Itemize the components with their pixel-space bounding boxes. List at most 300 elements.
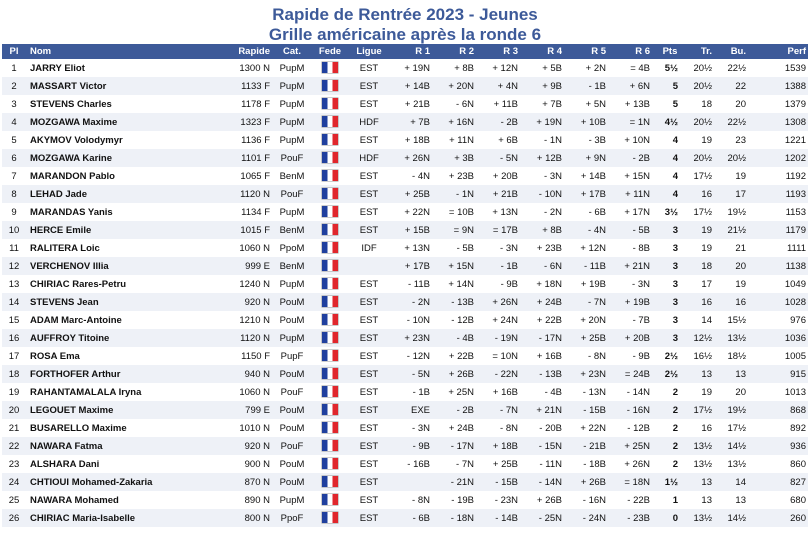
table-row [2, 95, 808, 113]
cell-performance: 976 [790, 314, 806, 326]
cell-category: PupM [279, 116, 305, 128]
cell-league: EST [359, 134, 379, 146]
cell-points: 4 [672, 170, 678, 182]
cell-round-5: - 24N [582, 512, 606, 524]
cell-league: EST [359, 440, 379, 452]
cell-points: 4½ [664, 116, 678, 128]
cell-points: 3 [672, 332, 678, 344]
cell-tiebreak-bu: 15½ [727, 314, 746, 326]
cell-round-1: - 11B [407, 278, 430, 290]
cell-federation [312, 113, 348, 131]
cell-tiebreak-tr: 17½ [693, 170, 712, 182]
cell-round-4: - 17N [538, 332, 562, 344]
cell-round-2: - 21N [450, 476, 474, 488]
cell-round-6: + 20B [624, 332, 650, 344]
cell-tiebreak-bu: 20 [735, 98, 746, 110]
france-flag-icon [322, 332, 338, 343]
cell-round-1: - 8N [412, 494, 430, 506]
cell-round-6: = 24B [624, 368, 650, 380]
cell-tiebreak-bu: 20 [735, 260, 746, 272]
cell-round-5: + 5N [585, 98, 606, 110]
header-bu: Bu. [730, 46, 746, 57]
cell-name: NAWARA Fatma [30, 440, 103, 452]
cell-round-5: - 13N [582, 386, 606, 398]
cell-category: PupM [279, 494, 305, 506]
cell-tiebreak-bu: 22½ [727, 62, 746, 74]
cell-round-6: = 4B [630, 62, 650, 74]
cell-round-3: - 2B [500, 116, 518, 128]
cell-round-2: + 15N [448, 260, 474, 272]
cell-round-4: - 25N [538, 512, 562, 524]
cell-round-2: + 3B [454, 152, 474, 164]
cell-round-5: - 1B [588, 80, 606, 92]
cell-performance: 1005 [784, 350, 806, 362]
cell-round-6: + 25N [624, 440, 650, 452]
cell-round-2: + 8B [454, 62, 474, 74]
cell-league: EST [359, 458, 379, 470]
cell-tiebreak-bu: 21 [735, 242, 746, 254]
cell-round-2: + 24B [448, 422, 474, 434]
cell-round-2: + 20N [448, 80, 474, 92]
cell-round-1: - 10N [406, 314, 430, 326]
cell-category: PouM [279, 458, 305, 470]
cell-round-4: - 20B [539, 422, 562, 434]
cell-round-5: - 8N [588, 350, 606, 362]
cell-rating: 1120 N [240, 188, 270, 200]
cell-points: 1½ [664, 476, 678, 488]
cell-round-4: + 8B [542, 224, 562, 236]
cell-round-5: - 6B [588, 206, 606, 218]
cell-points: 4 [672, 134, 678, 146]
cell-round-4: + 21N [536, 404, 562, 416]
header-r1: R 1 [415, 46, 430, 57]
table-row [2, 77, 808, 95]
cell-league: EST [359, 350, 379, 362]
cell-tiebreak-bu: 19½ [727, 404, 746, 416]
france-flag-icon [322, 278, 338, 289]
cell-round-5: - 7N [588, 296, 606, 308]
france-flag-icon [322, 260, 338, 271]
cell-round-2: - 2B [456, 404, 474, 416]
cell-round-5: - 3B [588, 134, 606, 146]
cell-name: VERCHENOV Illia [30, 260, 109, 272]
cell-round-6: + 13B [624, 98, 650, 110]
header-perf: Perf [787, 46, 806, 57]
cell-round-4: - 4B [544, 386, 562, 398]
cell-category: PouF [280, 188, 304, 200]
cell-name: AUFFROY Titoine [30, 332, 110, 344]
cell-round-5: - 16N [582, 494, 606, 506]
cell-round-1: + 26N [404, 152, 430, 164]
header-rapide: Rapide [238, 46, 270, 57]
cell-category: PupM [279, 80, 305, 92]
cell-round-3: + 21B [492, 188, 518, 200]
cell-league: EST [359, 512, 379, 524]
header-nom: Nom [30, 46, 52, 57]
cell-points: 2 [672, 440, 678, 452]
cell-points: 5½ [664, 62, 678, 74]
cell-federation [312, 203, 348, 221]
cell-place: 13 [8, 278, 20, 290]
cell-rating: 999 E [245, 260, 270, 272]
cell-name: LEHAD Jade [30, 188, 88, 200]
table-row [2, 311, 808, 329]
cell-round-3: + 13N [492, 206, 518, 218]
france-flag-icon [322, 476, 338, 487]
cell-place: 22 [8, 440, 20, 452]
france-flag-icon [322, 494, 338, 505]
cell-category: PouM [279, 476, 305, 488]
cell-round-3: + 20B [492, 170, 518, 182]
cell-league: EST [359, 62, 379, 74]
cell-round-1: - 2N [412, 296, 430, 308]
cell-rating: 920 N [244, 440, 270, 452]
france-flag-icon [322, 458, 338, 469]
cell-name: CHIRIAC Rares-Petru [30, 278, 127, 290]
cell-round-6: + 10N [624, 134, 650, 146]
cell-place: 26 [8, 512, 20, 524]
cell-league: HDF [359, 152, 379, 164]
cell-round-4: - 3N [544, 170, 562, 182]
cell-round-5: + 26B [580, 476, 606, 488]
cell-place: 4 [11, 116, 17, 128]
france-flag-icon [322, 62, 338, 73]
cell-performance: 1221 [784, 134, 806, 146]
cell-name: MARANDON Pablo [30, 170, 115, 182]
cell-round-6: - 22B [627, 494, 650, 506]
cell-round-5: - 4N [588, 224, 606, 236]
cell-round-1: + 21B [404, 98, 430, 110]
table-row [2, 203, 808, 221]
cell-points: 3 [672, 314, 678, 326]
cell-round-4: - 14N [538, 476, 562, 488]
cell-round-1: - 9B [412, 440, 430, 452]
france-flag-icon [322, 98, 338, 109]
cell-round-4: + 26B [536, 494, 562, 506]
cell-place: 15 [8, 314, 20, 326]
cell-name: ROSA Ema [30, 350, 80, 362]
cell-league: EST [359, 332, 379, 344]
cell-federation [312, 257, 348, 275]
cell-round-2: - 4B [456, 332, 474, 344]
cell-federation [312, 239, 348, 257]
france-flag-icon [322, 134, 338, 145]
cell-points: 2 [672, 386, 678, 398]
cell-rating: 1178 F [241, 98, 270, 110]
cell-place: 17 [8, 350, 20, 362]
table-row [2, 167, 808, 185]
cell-tiebreak-tr: 18 [701, 260, 712, 272]
cell-name: NAWARA Mohamed [30, 494, 119, 506]
cell-tiebreak-tr: 16 [701, 188, 712, 200]
france-flag-icon [322, 512, 338, 523]
cell-points: 3½ [664, 206, 678, 218]
cell-place: 7 [11, 170, 17, 182]
cell-round-6: - 23B [627, 512, 650, 524]
cell-round-2: - 1N [456, 188, 474, 200]
cell-name: CHTIOUI Mohamed-Zakaria [30, 476, 153, 488]
cell-round-1: + 15B [404, 224, 430, 236]
cell-federation [312, 365, 348, 383]
cell-rating: 1300 N [239, 62, 270, 74]
cell-points: 1 [672, 494, 678, 506]
cell-round-1: - 3N [412, 422, 430, 434]
cell-category: PouM [279, 368, 305, 380]
cell-tiebreak-bu: 13½ [727, 332, 746, 344]
cell-performance: 1179 [785, 224, 806, 236]
cell-rating: 900 N [244, 458, 270, 470]
cell-round-3: + 4N [497, 80, 518, 92]
table-row [2, 131, 808, 149]
cell-league: EST [359, 80, 379, 92]
cell-round-1 [390, 473, 436, 491]
cell-performance: 1111 [786, 242, 806, 254]
cell-round-1: + 18B [404, 134, 430, 146]
cell-tiebreak-bu: 21½ [727, 224, 746, 236]
cell-tiebreak-bu: 18½ [727, 350, 746, 362]
cell-round-1: + 13N [404, 242, 430, 254]
cell-category: PouF [280, 152, 304, 164]
cell-place: 8 [11, 188, 17, 200]
cell-tiebreak-tr: 20½ [693, 152, 712, 164]
cell-federation [312, 437, 348, 455]
cell-league: EST [359, 314, 379, 326]
cell-round-5: + 23N [580, 368, 606, 380]
cell-name: JARRY Eliot [30, 62, 85, 74]
cell-performance: 1153 [785, 206, 806, 218]
cell-rating: 1060 N [239, 242, 270, 254]
cell-round-3: + 25B [492, 458, 518, 470]
cell-round-5: + 2N [585, 62, 606, 74]
cell-tiebreak-tr: 20½ [693, 80, 712, 92]
table-row [2, 401, 808, 419]
cell-round-4: - 13B [539, 368, 562, 380]
cell-rating: 1133 F [241, 80, 270, 92]
cell-place: 24 [8, 476, 20, 488]
cell-round-3: + 11B [493, 98, 518, 110]
cell-points: 3 [672, 224, 678, 236]
cell-round-3: - 8N [500, 422, 518, 434]
cell-name: FORTHOFER Arthur [30, 368, 121, 380]
cell-round-5: + 14B [580, 170, 606, 182]
cell-points: 4 [672, 152, 678, 164]
table-row [2, 347, 808, 365]
cell-federation [312, 185, 348, 203]
cell-rating: 870 N [244, 476, 270, 488]
header-tr: Tr. [700, 46, 712, 57]
cell-category: BenM [279, 224, 305, 236]
cell-category: PupM [279, 332, 305, 344]
cell-rating: 1136 F [241, 134, 270, 146]
cell-points: 5 [672, 80, 678, 92]
cell-round-2: + 11N [449, 134, 474, 146]
cell-round-4: - 15N [538, 440, 562, 452]
cell-round-1: + 22N [404, 206, 430, 218]
cell-performance: 1036 [784, 332, 806, 344]
cell-round-6: - 5B [632, 224, 650, 236]
cell-rating: 1323 F [240, 116, 270, 128]
cell-round-2: - 19B [451, 494, 474, 506]
cell-round-6: - 8B [632, 242, 650, 254]
cell-performance: 1192 [785, 170, 806, 182]
cell-tiebreak-tr: 16 [701, 296, 712, 308]
cell-round-2: = 10B [448, 206, 474, 218]
cell-round-1: - 16B [407, 458, 430, 470]
cell-round-6: = 18N [624, 476, 650, 488]
header-pts: Pts [662, 46, 678, 57]
france-flag-icon [322, 296, 338, 307]
cell-performance: 1049 [784, 278, 806, 290]
cell-round-2: + 23B [448, 170, 474, 182]
cell-round-4: + 7B [542, 98, 562, 110]
cell-place: 9 [11, 206, 17, 218]
cell-federation [312, 131, 348, 149]
table-row [2, 365, 808, 383]
table-row [2, 437, 808, 455]
cell-performance: 1202 [784, 152, 806, 164]
table-row [2, 293, 808, 311]
cell-tiebreak-tr: 13 [701, 476, 712, 488]
cell-rating: 1134 F [241, 206, 270, 218]
france-flag-icon [322, 224, 338, 235]
cell-performance: 680 [790, 494, 806, 506]
cell-round-3: - 7N [500, 404, 518, 416]
cell-tiebreak-tr: 19 [701, 386, 712, 398]
cell-federation [312, 473, 348, 491]
cell-category: PpoF [280, 512, 304, 524]
cell-round-1: + 25B [404, 188, 430, 200]
cell-place: 23 [8, 458, 20, 470]
cell-tiebreak-tr: 17½ [693, 206, 712, 218]
france-flag-icon [322, 350, 338, 361]
header-r4: R 4 [547, 46, 562, 57]
cell-round-1: + 7B [410, 116, 430, 128]
cell-round-3: + 18B [492, 440, 518, 452]
cell-round-3: - 15B [495, 476, 518, 488]
cell-rating: 1210 N [239, 314, 270, 326]
france-flag-icon [322, 422, 338, 433]
france-flag-icon [322, 242, 338, 253]
cell-place: 14 [8, 296, 20, 308]
cell-tiebreak-bu: 16 [735, 296, 746, 308]
france-flag-icon [322, 152, 338, 163]
cell-tiebreak-bu: 19 [735, 278, 746, 290]
cell-name: MOZGAWA Karine [30, 152, 112, 164]
cell-round-6: + 26N [624, 458, 650, 470]
cell-round-4: + 5B [542, 62, 562, 74]
standings-table [2, 44, 808, 527]
france-flag-icon [322, 116, 338, 127]
cell-federation [312, 293, 348, 311]
cell-round-6: - 16N [626, 404, 650, 416]
cell-name: MOZGAWA Maxime [30, 116, 118, 128]
cell-performance: 1308 [784, 116, 806, 128]
cell-tiebreak-tr: 17½ [693, 404, 712, 416]
cell-points: 2½ [664, 350, 678, 362]
cell-tiebreak-tr: 20½ [693, 62, 712, 74]
cell-round-3: - 9B [500, 278, 518, 290]
cell-federation [312, 383, 348, 401]
cell-league: EST [359, 206, 379, 218]
france-flag-icon [322, 80, 338, 91]
cell-federation [312, 167, 348, 185]
cell-rating: 920 N [244, 296, 270, 308]
cell-performance: 892 [790, 422, 806, 434]
cell-place: 19 [8, 386, 20, 398]
cell-round-1: + 17B [404, 260, 430, 272]
cell-tiebreak-bu: 22 [735, 80, 746, 92]
cell-name: ADAM Marc-Antoine [30, 314, 122, 326]
cell-tiebreak-tr: 13 [701, 494, 712, 506]
cell-place: 16 [8, 332, 20, 344]
page-title: Rapide de Rentrée 2023 - Jeunes [272, 5, 538, 24]
cell-tiebreak-bu: 19 [735, 170, 746, 182]
cell-round-6: - 14N [626, 386, 650, 398]
cell-league [348, 257, 390, 275]
cell-round-4: + 22B [536, 314, 562, 326]
cell-tiebreak-tr: 13½ [693, 440, 712, 452]
cell-round-4: + 16B [536, 350, 562, 362]
table-row [2, 239, 808, 257]
table-row [2, 113, 808, 131]
cell-league: EST [359, 98, 379, 110]
cell-round-2: - 12B [451, 314, 474, 326]
cell-tiebreak-tr: 16 [701, 422, 712, 434]
cell-place: 5 [11, 134, 17, 146]
cell-league: EST [359, 494, 379, 506]
page-subtitle: Grille américaine après la ronde 6 [268, 25, 542, 44]
cell-performance: 827 [790, 476, 806, 488]
cell-performance: 1013 [784, 386, 806, 398]
cell-tiebreak-tr: 13½ [693, 458, 712, 470]
page-header [0, 0, 810, 44]
cell-round-1: - 4N [412, 170, 430, 182]
cell-round-5: + 20N [580, 314, 606, 326]
cell-performance: 1539 [784, 62, 806, 74]
cell-round-5: + 22N [580, 422, 606, 434]
cell-name: AKYMOV Volodymyr [30, 134, 123, 146]
cell-rating: 799 E [245, 404, 270, 416]
france-flag-icon [322, 170, 338, 181]
cell-place: 12 [8, 260, 20, 272]
cell-rating: 890 N [244, 494, 270, 506]
cell-round-6: + 6N [629, 80, 650, 92]
cell-round-2: - 7N [456, 458, 474, 470]
cell-category: PupF [280, 350, 304, 362]
header-fede: Fede [318, 46, 342, 57]
header-r2: R 2 [459, 46, 474, 57]
cell-round-2: - 13B [451, 296, 474, 308]
table-row [2, 149, 808, 167]
cell-category: PupM [279, 134, 305, 146]
cell-tiebreak-tr: 17 [701, 278, 712, 290]
cell-rating: 940 N [244, 368, 270, 380]
cell-round-4: - 11N [539, 458, 562, 470]
cell-league: EST [359, 278, 379, 290]
cell-tiebreak-bu: 17 [735, 188, 746, 200]
france-flag-icon [322, 206, 338, 217]
cell-round-5: + 12N [580, 242, 606, 254]
cell-round-3: - 14B [495, 512, 518, 524]
cell-points: 3 [672, 260, 678, 272]
cell-name: RALITERA Loic [30, 242, 100, 254]
cell-league: EST [359, 296, 379, 308]
cell-tiebreak-tr: 20½ [693, 116, 712, 128]
header-r5: R 5 [591, 46, 606, 57]
cell-round-3: - 19N [494, 332, 518, 344]
cell-round-2: + 26B [448, 368, 474, 380]
cell-round-5: + 25B [580, 332, 606, 344]
